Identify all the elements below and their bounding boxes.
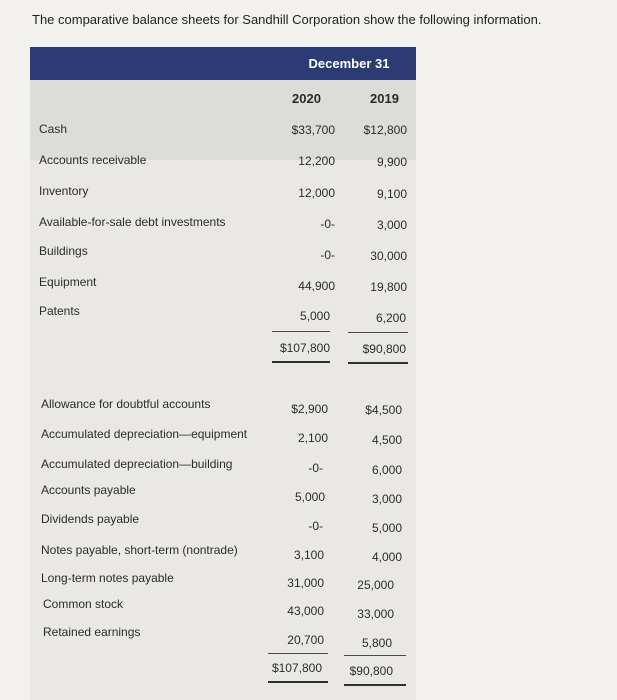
total-rule-2020	[268, 681, 328, 683]
asset-value-2020: 12,000	[298, 186, 335, 200]
asset-value-2019: 3,000	[376, 218, 407, 232]
assets-total-2020: $107,800	[279, 341, 330, 355]
liability-value-2019: 6,000	[371, 463, 402, 477]
intro-text: The comparative balance sheets for Sandhill Corporation show the following information.	[32, 12, 542, 27]
asset-label: Patents	[39, 304, 80, 318]
liability-label: Retained earnings	[43, 625, 141, 639]
liabilities-total-2019: $90,800	[349, 664, 393, 678]
asset-label: Accounts receivable	[39, 153, 147, 167]
total-rule-2019	[348, 362, 408, 364]
table-header	[30, 47, 416, 80]
liability-label: Notes payable, short-term (nontrade)	[41, 543, 238, 557]
liability-value-2019: 33,000	[357, 607, 394, 621]
subtotal-rule-2019	[348, 332, 408, 333]
liability-label: Common stock	[43, 597, 124, 611]
liability-value-2020: 31,000	[287, 576, 324, 590]
year-2019-header: 2019	[370, 91, 399, 106]
liability-value-2019: $4,500	[365, 403, 402, 417]
liability-label: Accumulated depreciation—building	[41, 457, 233, 471]
liability-value-2020: -0-	[308, 461, 323, 475]
total-rule-2019	[344, 684, 406, 686]
liability-value-2020: 2,100	[297, 431, 328, 445]
asset-value-2019: 19,800	[370, 280, 407, 294]
asset-value-2019: 9,900	[376, 155, 407, 169]
asset-value-2020: $33,700	[291, 123, 335, 137]
asset-value-2020: 44,900	[298, 279, 335, 293]
liability-label: Dividends payable	[41, 512, 140, 526]
liability-value-2020: 43,000	[287, 604, 324, 618]
asset-label: Equipment	[39, 275, 97, 289]
liability-value-2020: 5,000	[294, 490, 325, 504]
asset-label: Cash	[39, 122, 68, 136]
asset-label: Inventory	[39, 184, 89, 198]
asset-value-2020: -0-	[320, 217, 335, 231]
liability-value-2019: 5,000	[371, 521, 402, 535]
liability-value-2020: -0-	[308, 519, 323, 533]
liability-label: Accumulated depreciation—equipment	[41, 427, 248, 441]
liability-value-2019: 4,500	[371, 433, 402, 447]
asset-value-2020: 12,200	[298, 154, 335, 168]
liability-value-2020: 20,700	[287, 633, 324, 647]
year-2020-header: 2020	[292, 91, 321, 106]
liability-label: Long-term notes payable	[41, 571, 174, 585]
liabilities-total-2020: $107,800	[271, 661, 322, 675]
total-rule-2020	[272, 361, 330, 363]
liability-value-2020: $2,900	[291, 402, 328, 416]
asset-value-2020: 5,000	[299, 309, 330, 323]
liability-value-2019: 25,000	[357, 578, 394, 592]
subtotal-rule-2020	[268, 653, 328, 654]
asset-value-2020: -0-	[320, 248, 335, 262]
liability-value-2019: 5,800	[361, 636, 392, 650]
asset-value-2019: $12,800	[363, 123, 407, 137]
subtotal-rule-2019	[344, 655, 406, 656]
liability-value-2019: 3,000	[371, 492, 402, 506]
liability-value-2019: 4,000	[371, 550, 402, 564]
asset-label: Available-for-sale debt investments	[39, 215, 226, 229]
assets-total-2019: $90,800	[362, 342, 406, 356]
subtotal-rule-2020	[272, 331, 330, 332]
asset-value-2019: 6,200	[375, 311, 406, 325]
year-header-row	[30, 80, 416, 160]
balance-sheet-table	[30, 47, 416, 700]
asset-value-2019: 9,100	[376, 187, 407, 201]
asset-value-2019: 30,000	[370, 249, 407, 263]
liability-value-2020: 3,100	[293, 548, 324, 562]
month-header: December 31	[308, 56, 390, 71]
asset-label: Buildings	[39, 244, 88, 258]
liability-label: Allowance for doubtful accounts	[41, 397, 211, 411]
liability-label: Accounts payable	[41, 483, 136, 497]
